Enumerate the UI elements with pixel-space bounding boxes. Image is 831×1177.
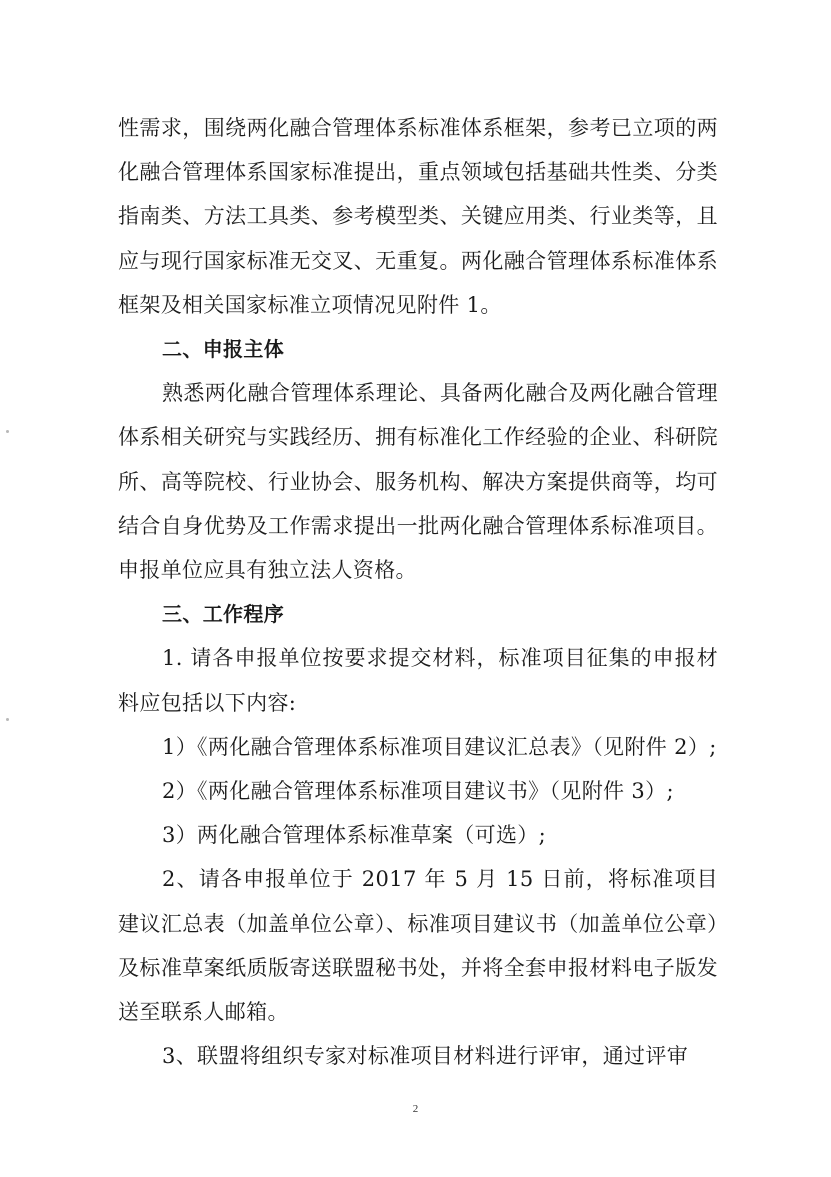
body-paragraph-continuation: 性需求，围绕两化融合管理体系标准体系框架，参考已立项的两化融合管理体系国家标准提出，重点领域包括基础共性类、分类指南类、方法工具类、参考模型类、关键应用类、行业类等，且应与现行国家标准无交叉、无重复。两化融合管理体系标准体系框架及相关国家标准立项情况见附件 1。 — [118, 116, 718, 317]
material-item-1: 1）《两化融合管理体系标准项目建议汇总表》（见附件 2）; — [162, 734, 717, 759]
section-heading-applicant: 二、申报主体 — [162, 337, 285, 362]
body-paragraph-applicant: 熟悉两化融合管理体系理论、具备两化融合及两化融合管理体系相关研究与实践经历、拥有标准化工作经验的企业、科研院所、高等院校、行业协会、服务机构、解决方案提供商等，均可结合自身优势及工作需求提出一批两化融合管理体系标准项目。申报单位应具有独立法人资格。 — [118, 381, 718, 583]
document-body — [118, 106, 718, 1078]
material-item-3: 3）两化融合管理体系标准草案（可选）; — [162, 823, 547, 848]
section-heading-procedure: 三、工作程序 — [162, 602, 285, 627]
procedure-step-3: 3、联盟将组织专家对标准项目材料进行评审，通过评审 — [162, 1044, 689, 1069]
scan-margin-mark — [6, 718, 9, 721]
scan-margin-mark — [6, 430, 9, 433]
material-item-2: 2）《两化融合管理体系标准项目建议书》（见附件 3）; — [162, 779, 674, 804]
procedure-step-1: 1. 请各申报单位按要求提交材料，标准项目征集的申报材料应包括以下内容: — [118, 646, 718, 715]
page-number: 2 — [412, 1103, 419, 1115]
procedure-step-2: 2、请各申报单位于 2017 年 5 月 15 日前，将标准项目建议汇总表（加盖单位公章）、标准项目建议书（加盖单位公章）及标准草案纸质版寄送联盟秘书处，并将全套申报材料电子版发送至联系人邮箱。 — [118, 867, 718, 1025]
